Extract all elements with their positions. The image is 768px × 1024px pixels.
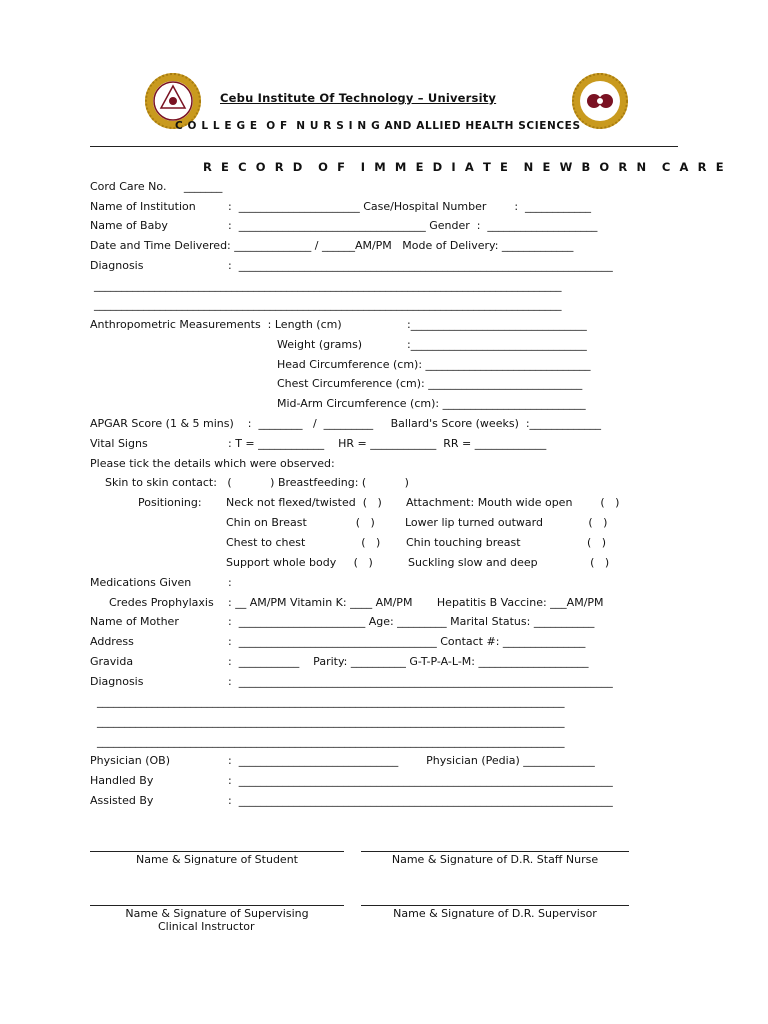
length-field: :________________________________ xyxy=(407,318,587,331)
address-label: Address xyxy=(90,635,134,648)
checklist-item: Chin touching breast ( ) xyxy=(406,536,607,549)
vital-signs-label: Vital Signs xyxy=(90,437,148,450)
dr-supervisor-signature-label: Name & Signature of D.R. Supervisor xyxy=(393,907,597,920)
signature-line xyxy=(90,851,344,852)
weight-field: :________________________________ xyxy=(407,338,587,351)
diagnosis-line: _____________________________________________________________________________________ xyxy=(94,298,562,311)
baby-name-label: Name of Baby xyxy=(90,219,168,232)
positioning-label: Positioning: xyxy=(138,496,202,509)
handled-by-label: Handled By xyxy=(90,774,154,787)
form-title: R E C O R D O F I M M E D I A T E N E W B O R N C A R E xyxy=(203,160,727,174)
handled-by-field: : ____________________________________________________________________ xyxy=(228,774,613,787)
tick-instructions: Please tick the details which were observed: xyxy=(90,457,335,470)
anthropometric-label: Anthropometric Measurements : Length (cm) xyxy=(90,318,342,331)
address-field: : ____________________________________ Contact #: _______________ xyxy=(228,635,586,648)
diagnosis-label: Diagnosis xyxy=(90,259,144,272)
cord-care-no-field: Cord Care No. _______ xyxy=(90,180,223,193)
institution-label: Name of Institution xyxy=(90,200,196,213)
checklist-item: Attachment: Mouth wide open ( ) xyxy=(406,496,620,509)
supervising-instructor-signature-label-line2: Clinical Instructor xyxy=(158,920,255,933)
delivery-date-field: Date and Time Delivered: ______________ / ______AM/PM Mode of Delivery: _____________ xyxy=(90,239,574,252)
diagnosis-line: _____________________________________________________________________________________ xyxy=(97,695,565,708)
mid-arm-circumference-field: Mid-Arm Circumference (cm): __________________________ xyxy=(277,397,586,410)
diagnosis-field: : ____________________________________________________________________ xyxy=(228,259,613,272)
skin-contact-breastfeeding: Skin to skin contact: ( ) Breastfeeding: ( ) xyxy=(105,476,409,489)
assisted-by-field: : ____________________________________________________________________ xyxy=(228,794,613,807)
head-circumference-field: Head Circumference (cm): ______________________________ xyxy=(277,358,591,371)
student-signature-label: Name & Signature of Student xyxy=(136,853,298,866)
assisted-by-label: Assisted By xyxy=(90,794,154,807)
vital-signs-field: : T = ____________ HR = ____________ RR = _____________ xyxy=(228,437,547,450)
checklist-item: Lower lip turned outward ( ) xyxy=(405,516,608,529)
credes-prophylaxis-label: Credes Prophylaxis xyxy=(109,596,214,609)
signature-line xyxy=(361,905,629,906)
mother-name-label: Name of Mother xyxy=(90,615,179,628)
institution-field: : ______________________ Case/Hospital Number : ____________ xyxy=(228,200,592,213)
medications-colon: : xyxy=(228,576,232,589)
gravida-label: Gravida xyxy=(90,655,134,668)
supervising-instructor-signature-label: Name & Signature of Supervising xyxy=(125,907,309,920)
university-name: Cebu Institute Of Technology – University xyxy=(220,91,497,105)
diagnosis-line: _____________________________________________________________________________________ xyxy=(94,279,562,292)
mother-diagnosis-field: : ____________________________________________________________________ xyxy=(228,675,613,688)
checklist-item: Suckling slow and deep ( ) xyxy=(408,556,610,569)
baby-name-field: : __________________________________ Gender : ____________________ xyxy=(228,219,598,232)
checklist-item: Neck not flexed/twisted ( ) xyxy=(226,496,382,509)
checklist-item: Support whole body ( ) xyxy=(226,556,373,569)
medications-field: : __ AM/PM Vitamin K: ____ AM/PM Hepatitis B Vaccine: ___AM/PM xyxy=(228,596,604,609)
weight-label: Weight (grams) xyxy=(277,338,363,351)
chest-circumference-field: Chest Circumference (cm): ____________________________ xyxy=(277,377,583,390)
checklist-item: Chin on Breast ( ) xyxy=(226,516,375,529)
staff-nurse-signature-label: Name & Signature of D.R. Staff Nurse xyxy=(391,853,599,866)
college-name: C O L L E G E O F N U R S I N G AND ALLIED HEALTH SCIENCES xyxy=(175,120,581,132)
mother-diagnosis-label: Diagnosis xyxy=(90,675,144,688)
mother-name-field: : _______________________ Age: _________ Marital Status: ___________ xyxy=(228,615,595,628)
gravida-field: : ___________ Parity: __________ G-T-P-A-L-M: ____________________ xyxy=(228,655,589,668)
signature-line xyxy=(361,851,629,852)
medications-label: Medications Given xyxy=(90,576,192,589)
apgar-ballard-field: APGAR Score (1 & 5 mins) : ________ / _________ Ballard's Score (weeks) :_____________ xyxy=(90,417,602,430)
checklist-item: Chest to chest ( ) xyxy=(226,536,381,549)
header-divider xyxy=(90,146,678,147)
diagnosis-line: _____________________________________________________________________________________ xyxy=(97,735,565,748)
diagnosis-line: _____________________________________________________________________________________ xyxy=(97,715,565,728)
physician-field: : _____________________________ Physician (Pedia) _____________ xyxy=(228,754,595,767)
signature-line xyxy=(90,905,344,906)
physician-ob-label: Physician (OB) xyxy=(90,754,171,767)
